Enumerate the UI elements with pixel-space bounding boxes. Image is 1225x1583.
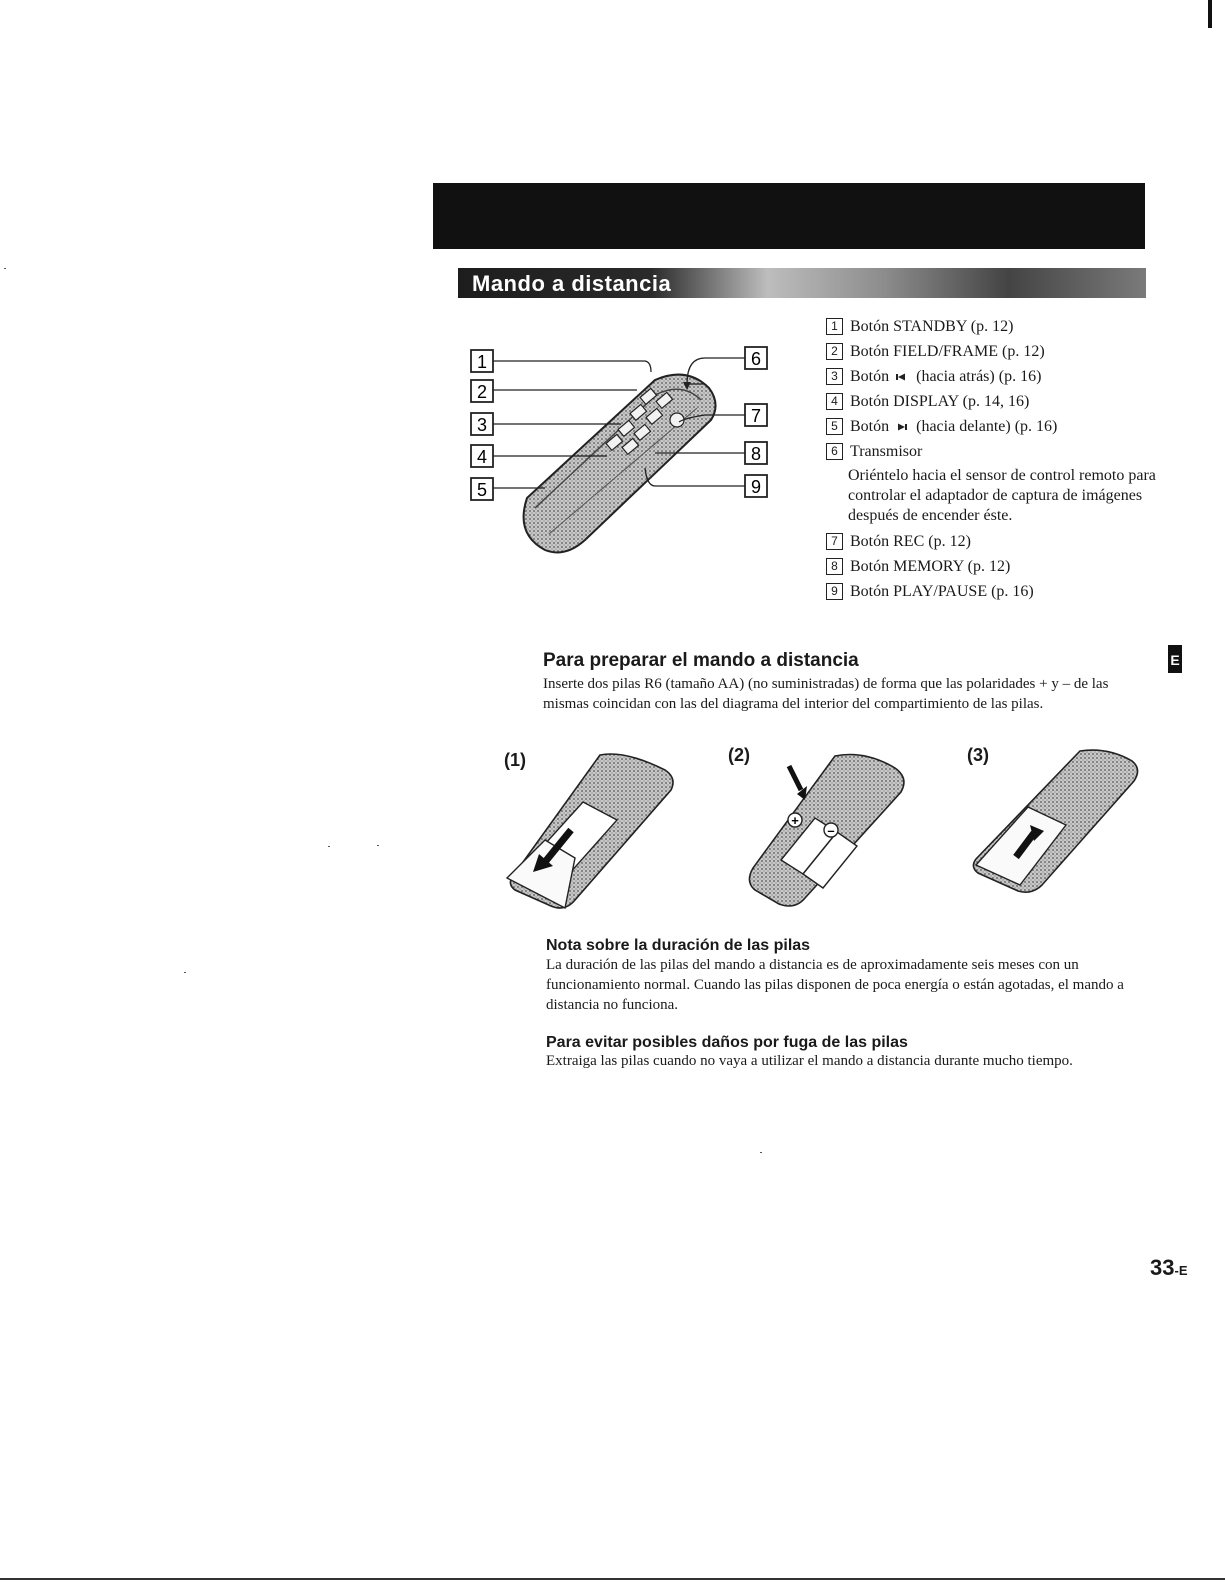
callout-5 — [471, 478, 493, 500]
callout-label: 9 — [750, 477, 762, 497]
legend-text: Botón DISPLAY (p. 14, 16) — [850, 393, 1030, 410]
language-tab-mark — [1168, 645, 1182, 673]
callout-label: 2 — [476, 382, 488, 402]
legend-text: Botón STANDBY (p. 12) — [850, 318, 1014, 335]
legend-number: 2 — [826, 343, 843, 360]
scan-bottom-edge — [0, 1578, 1225, 1580]
legend-number: 1 — [826, 318, 843, 335]
tab-letter: E — [1170, 652, 1180, 668]
legend-number: 7 — [826, 533, 843, 550]
callout-label: 1 — [476, 352, 488, 372]
scan-speck — [184, 972, 186, 973]
scan-speck — [377, 845, 379, 846]
remote-body — [524, 375, 716, 553]
callout-label: 8 — [750, 444, 762, 464]
plus-mark: + — [791, 813, 799, 828]
step-1-label: (1) — [504, 750, 526, 770]
step-2-illustration — [745, 748, 915, 913]
legend-item — [826, 314, 1156, 339]
previous-icon — [895, 372, 910, 382]
legend-number: 8 — [826, 558, 843, 575]
callout-4 — [471, 445, 493, 467]
battery-minus-icon — [824, 823, 838, 838]
callout-label: 6 — [750, 349, 762, 369]
legend-number: 4 — [826, 393, 843, 410]
legend-item — [826, 339, 1156, 364]
legend-number: 6 — [826, 443, 843, 460]
legend-text: Botón — [850, 418, 890, 435]
header-bar — [433, 183, 1145, 249]
leak-prevention-heading: Para evitar posibles daños por fuga de las pilas — [546, 1034, 908, 1051]
scan-speck — [328, 846, 330, 847]
callout-label: 4 — [476, 447, 488, 467]
callout-3 — [471, 413, 493, 435]
minus-mark: – — [827, 823, 835, 838]
legend-number: 5 — [826, 418, 843, 435]
remote-control-diagram — [465, 338, 795, 560]
leak-prevention-text: Extraiga las pilas cuando no vaya a utilizar el mando a distancia durante mucho tiempo. — [546, 1053, 1073, 1069]
legend-number: 9 — [826, 583, 843, 600]
page-number — [1150, 1255, 1187, 1281]
callout-label: 7 — [750, 406, 762, 426]
callout-7 — [745, 404, 767, 426]
legend-description: Oriéntelo hacia el sensor de control remoto para controlar el adaptador de captura de imágenes después de encender éste. — [848, 467, 1156, 524]
legend-text: Botón MEMORY (p. 12) — [850, 558, 1011, 575]
prepare-text: Inserte dos pilas R6 (tamaño AA) (no suministradas) de forma que las polaridades + y – de las mismas coincidan con las del diagrama del interior del compartimiento de las pilas. — [543, 676, 1109, 712]
legend-item — [826, 364, 1156, 389]
legend-text: Botón PLAY/PAUSE (p. 16) — [850, 583, 1034, 600]
callout-8 — [745, 442, 767, 464]
battery-life-text: La duración de las pilas del mando a distancia es de aproximadamente seis meses con un funcionamiento normal. Cuando las pilas disponen de poca energía o están agotadas, el mando a distancia no funciona. — [546, 957, 1124, 1013]
legend-item — [826, 439, 1156, 464]
step-1-illustration — [505, 750, 680, 915]
legend-item — [826, 389, 1156, 414]
legend-text: Botón — [850, 368, 890, 385]
legend-item — [826, 529, 1156, 554]
legend-item — [826, 414, 1156, 439]
legend-number: 3 — [826, 368, 843, 385]
battery-plus-icon — [788, 813, 802, 828]
legend-text: Transmisor — [850, 443, 923, 460]
legend-text: Botón REC (p. 12) — [850, 533, 971, 550]
callout-1 — [471, 350, 493, 372]
scan-speck — [760, 1152, 762, 1153]
page-number-value: 33 — [1150, 1255, 1175, 1280]
step-3-label: (3) — [967, 745, 989, 765]
page-number-suffix: -E — [1174, 1263, 1188, 1278]
legend-text: Botón FIELD/FRAME (p. 12) — [850, 343, 1045, 360]
legend-text: (hacia atrás) (p. 16) — [916, 368, 1042, 385]
legend-text: (hacia delante) (p. 16) — [916, 418, 1058, 435]
edge-mark — [1208, 0, 1212, 28]
legend-item — [826, 579, 1156, 604]
battery-life-heading: Nota sobre la duración de las pilas — [546, 937, 811, 954]
section-title: Mando a distancia — [472, 271, 672, 296]
scan-speck — [4, 268, 6, 269]
next-icon — [895, 422, 910, 432]
prepare-heading: Para preparar el mando a distancia — [543, 650, 859, 671]
step-2-label: (2) — [728, 745, 750, 765]
callout-label: 3 — [476, 415, 488, 435]
callout-label: 5 — [476, 480, 488, 500]
legend-item — [826, 554, 1156, 579]
step-3-illustration — [968, 745, 1143, 900]
callout-2 — [471, 380, 493, 402]
button-legend — [826, 314, 1156, 604]
callout-6 — [745, 347, 767, 369]
callout-9 — [745, 475, 767, 497]
